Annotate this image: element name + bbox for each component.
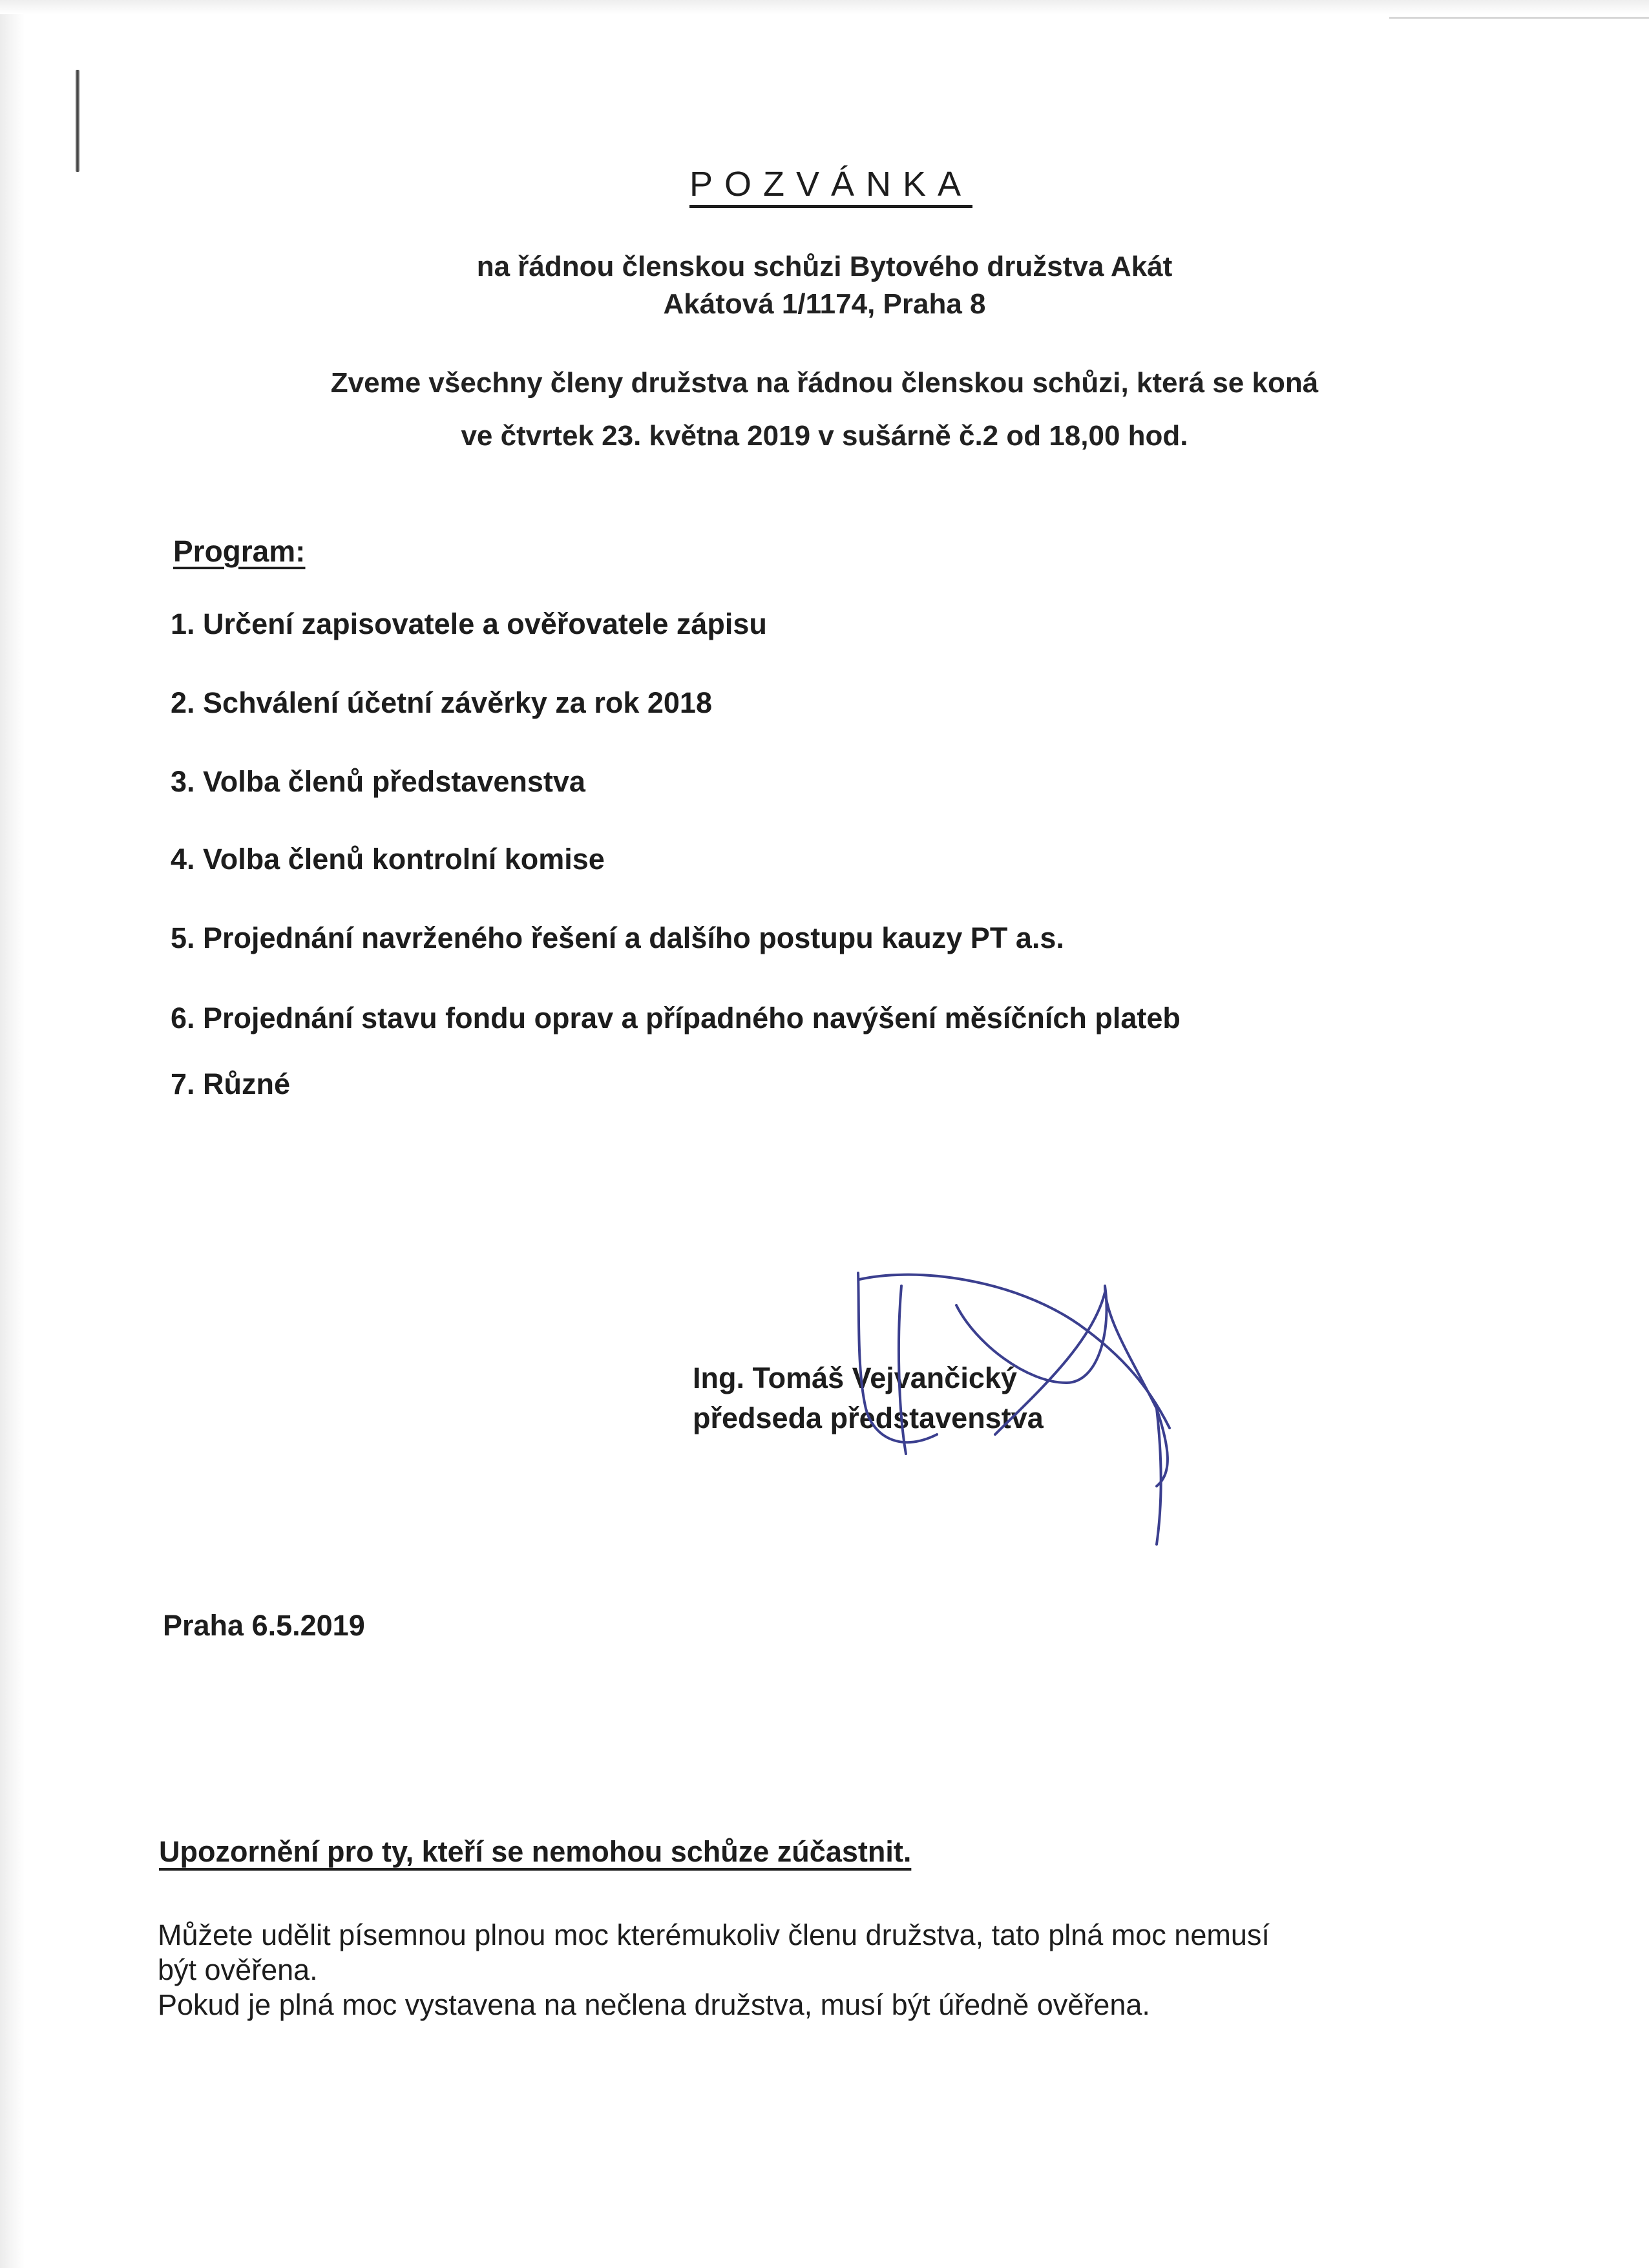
agenda-item: 5. Projednání navrženého řešení a dalšího postupu kauzy PT a.s. [171, 921, 1064, 954]
scan-edge-left [0, 0, 25, 2268]
invitation-line-2: ve čtvrtek 23. května 2019 v sušárně č.2 od 18,00 hod. [461, 420, 1188, 452]
agenda-item: 1. Určení zapisovatele a ověřovatele zápisu [171, 607, 767, 640]
notice-text [158, 1918, 1424, 2022]
document-title: POZVÁNKA [669, 164, 993, 204]
notice-line-3: Pokud je plná moc vystavena na nečlena družstva, musí být úředně ověřena. [158, 1988, 1150, 2021]
place-date: Praha 6.5.2019 [163, 1609, 365, 1642]
agenda-item: 3. Volba členů představenstva [171, 765, 585, 798]
signatory-role: předseda představenstva [693, 1402, 1044, 1434]
agenda-item: 2. Schválení účetní závěrky za rok 2018 [171, 686, 712, 719]
scan-edge-top [0, 0, 1649, 14]
scan-line-top [1389, 17, 1649, 19]
invitation-line-1: Zveme všechny členy družstva na řádnou členskou schůzi, která se koná [330, 367, 1319, 399]
staple-mark [76, 70, 79, 172]
subtitle-line-2: Akátová 1/1174, Praha 8 [663, 288, 986, 320]
notice-heading: Upozornění pro ty, kteří se nemohou schůze zúčastnit. [159, 1835, 912, 1868]
agenda-item: 4. Volba členů kontrolní komise [171, 843, 605, 876]
signatory-name: Ing. Tomáš Vejvančický [693, 1361, 1017, 1394]
agenda-item: 7. Různé [171, 1067, 291, 1100]
notice-line-1: Můžete udělit písemnou plnou moc kterémukoliv členu družstva, tato plná moc nemusí [158, 1918, 1270, 1951]
notice-line-2: být ověřena. [158, 1953, 318, 1986]
program-heading: Program: [173, 534, 306, 568]
agenda-item: 6. Projednání stavu fondu oprav a případného navýšení měsíčních plateb [171, 1002, 1181, 1034]
subtitle-line-1: na řádnou členskou schůzi Bytového družstva Akát [476, 251, 1173, 282]
handwritten-signature [821, 1241, 1195, 1551]
